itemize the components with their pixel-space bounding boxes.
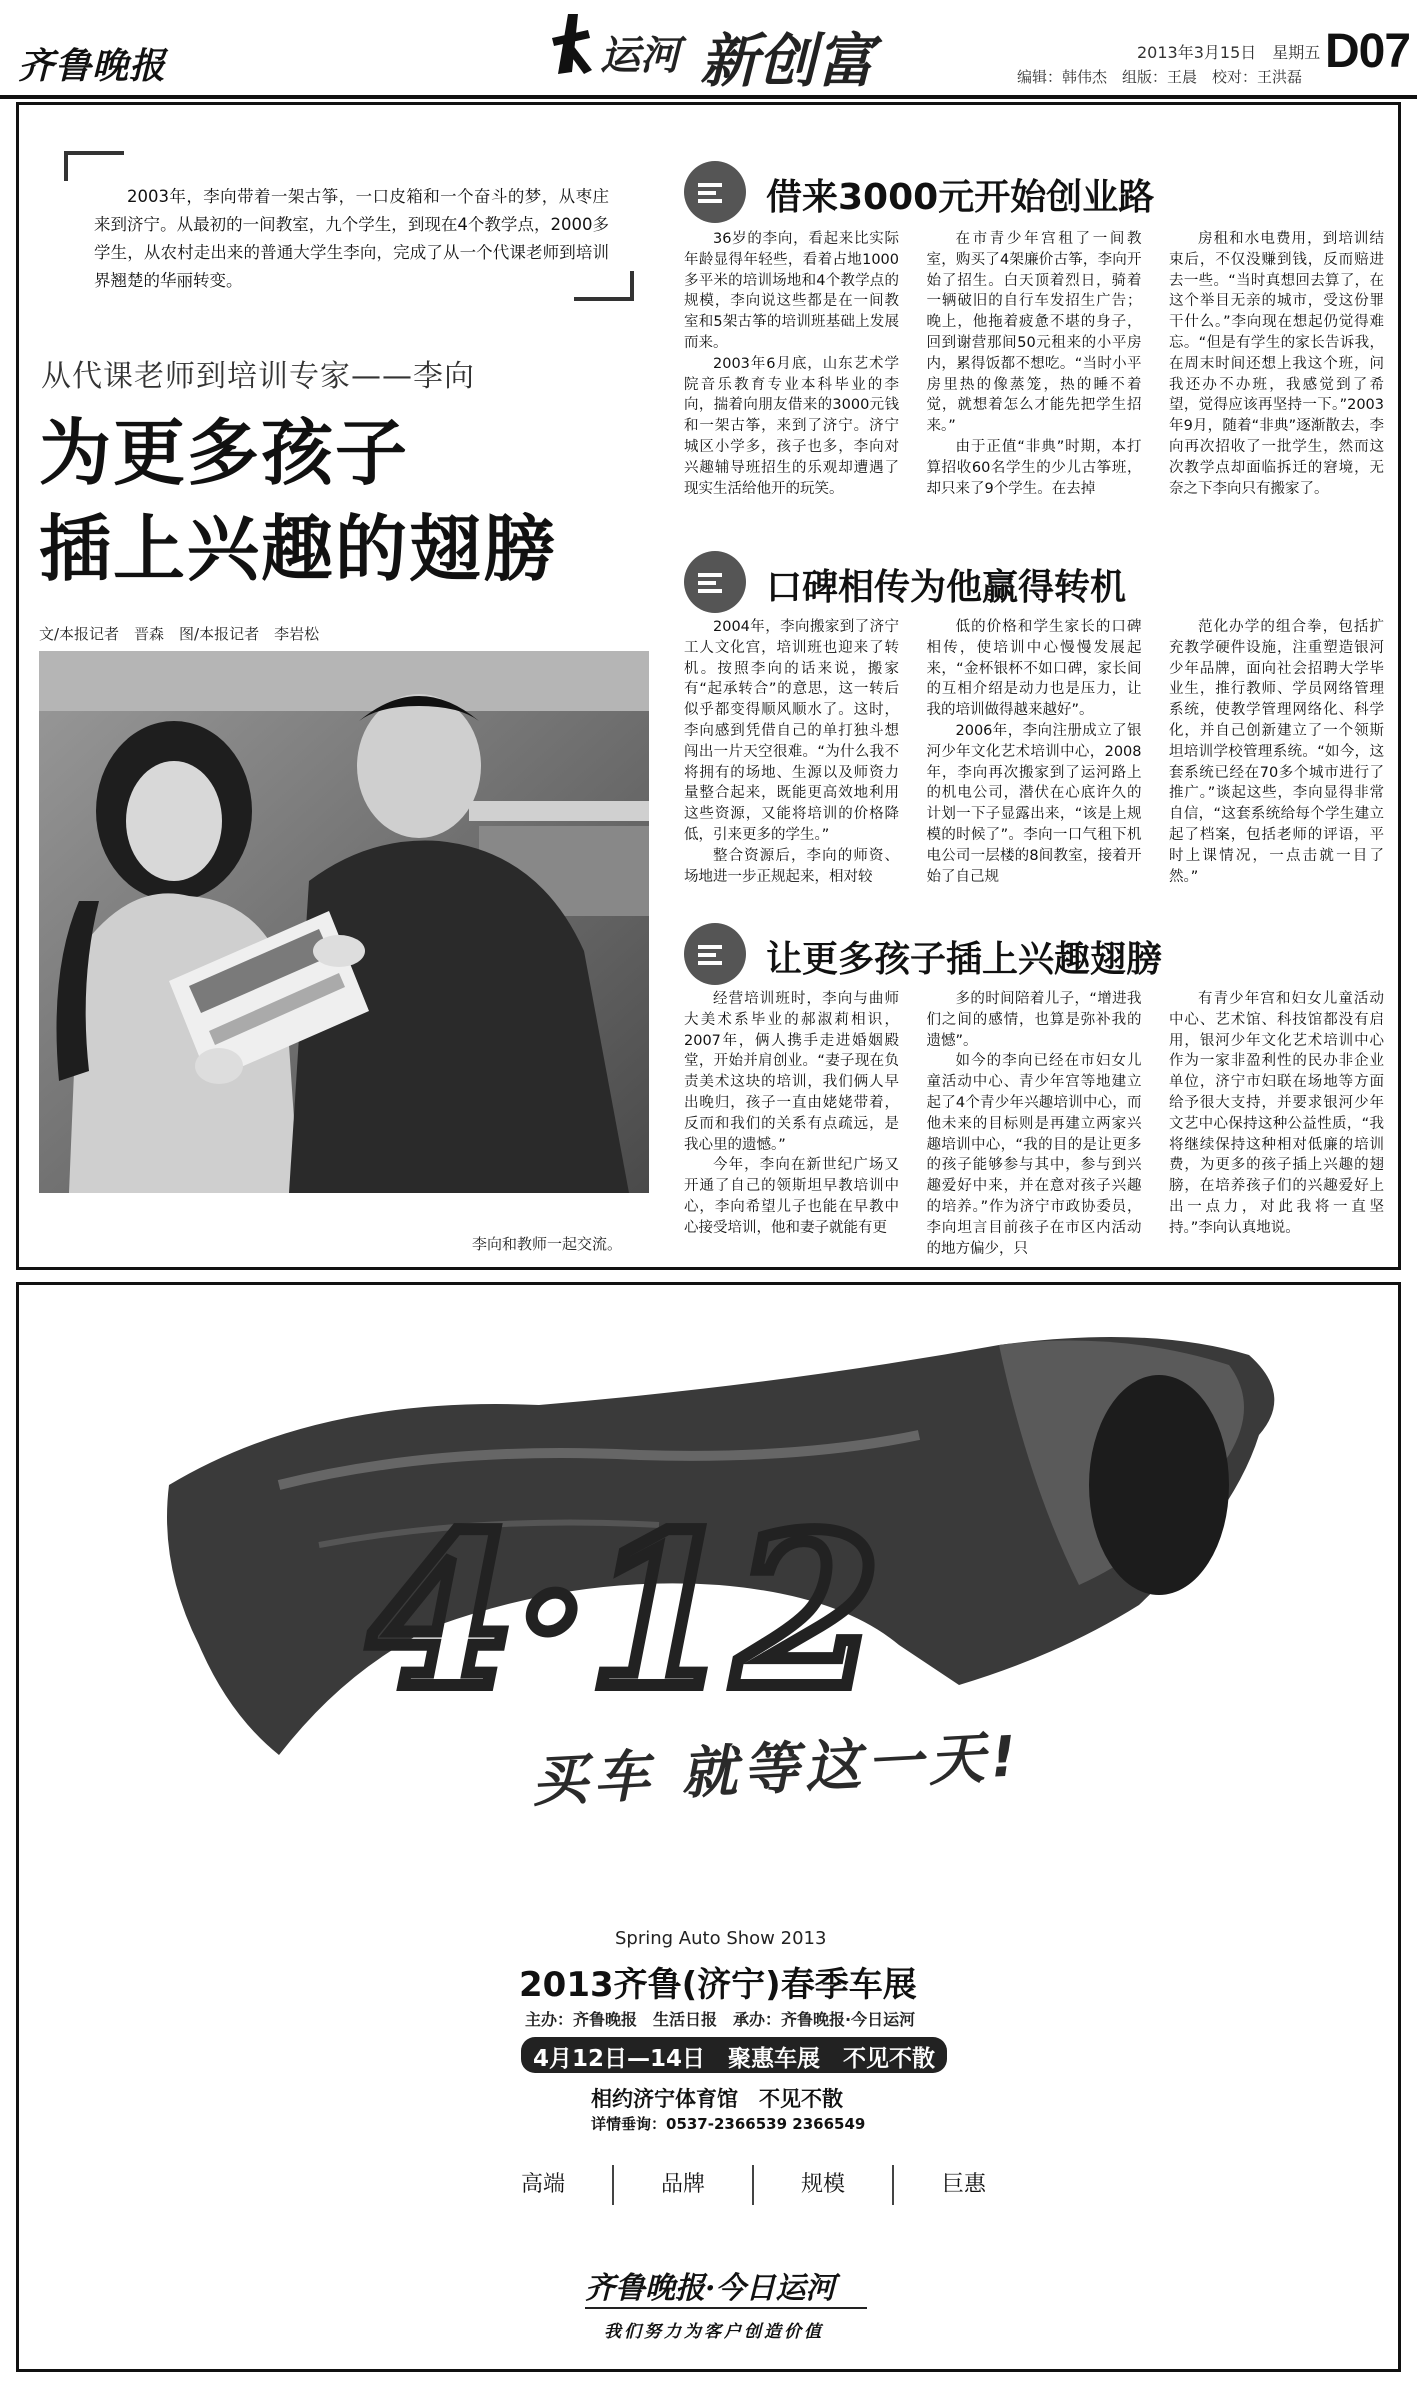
lead-corner-bottom (574, 271, 634, 301)
text-column: 经营培训班时，李向与曲师大美术系毕业的郝淑莉相识，2007年，俩人携手走进婚姻殿堂，开始并肩创业。“妻子现在负责美术这块的培训，我们俩人早出晚归，孩子一直由姥姥带着，反而和我们的关系有点疏远，是我心里的遗憾。” 今年，李向在新世纪广场又开通了自己的领斯坦早教培训中心，李向希望儿子也能在早教中心接受培训，他和妻子就能有更 (684, 991, 899, 1236)
ad-venue: 相约济宁体育馆 不见不散 (591, 2087, 843, 2111)
text-column: 多的时间陪着儿子，“增进我们之间的感情，也算是弥补我的遗憾”。 如今的李向已经在市妇女儿童活动中心、青少年宫等地建立起了4个青少年兴趣培训中心，而他未来的目标则是再建立两家兴趣培训中心，“我的目的是让更多的孩子能够参与其中，参与到兴趣爱好中来，并在意对孩子兴趣的培养。”作为济宁市政协委员，李向坦言目前孩子在市区内活动的地方偏少，只 (926, 991, 1142, 1257)
headline-line-1: 为更多孩子 (39, 411, 410, 495)
ad-organizers: 主办：齐鲁晚报 生活日报 承办：齐鲁晚报·今日运河 (525, 2010, 916, 2029)
section-bullet-icon (684, 551, 746, 613)
text-column: 36岁的李向，看起来比实际年龄显得年轻些，看着占地1000多平米的培训场地和4个教学点的规模，李向说这些都是在一间教室和5架古筝的培训班基础上发展而来。 2003年6月底，山东艺术学院音乐教育专业本科毕业的李向，揣着向朋友借来的3000元钱和一架古筝，来到了济宁。济宁城区小学多，孩子也多，李向对兴趣辅导班招生的乐观却遭遇了现实生活给他开的玩笑。 (684, 231, 899, 497)
ad-english-title: Spring Auto Show 2013 (615, 1928, 827, 1949)
brand-name-part1: 运河 (600, 33, 680, 79)
lead-box (64, 151, 634, 301)
text-column: 房租和水电费用，到培训结束后，不仅没赚到钱，反而赔进去一些。“当时真想回去算了，在这个举目无亲的城市，受这份罪干什么。”李向现在想起仍觉得难忘。“但是有学生的家长告诉我，在周末时间还想上我这个班，问我还办不办班，我感觉到了希望，觉得应该再坚持一下。”2003年9月，随着“非典”逐渐散去，李向再次招收了一批学生，然而这次教学点却面临拆迁的窘境，无奈之下李向只有搬家了。 (1169, 231, 1384, 497)
text-column: 有青少年宫和妇女儿童活动中心、艺术馆、科技馆都没有启用，银河少年文化艺术培训中心作为一家非盈利性的民办非企业单位，济宁市妇联在场地等方面给予很大支持，并要求银河少年文艺中心保持这种公益性质，“我将继续保持这种相对低廉的培训费，为更多的孩子插上兴趣的翅膀，在培养孩子们的兴趣爱好上出一点力，对此我将一直坚持。”李向认真地说。 (1169, 991, 1384, 1236)
photo-illustration (39, 651, 649, 1193)
header-rule (0, 95, 1417, 99)
section-body-2 (684, 617, 1384, 909)
ad-tag: 品牌 (614, 2165, 754, 2205)
feature-article (16, 102, 1401, 1270)
text-column: 低的价格和学生家长的口碑相传，使培训中心慢慢发展起来，“金杯银杯不如口碑，家长间的互相介绍是动力也是压力，让我的培训做得越来越好”。 2006年，李向注册成立了银河少年文化艺术培训中心，2008年，李向再次搬家到了运河路上的机电公司，潜伏在心底许久的计划一下子显露出来，“该是上规模的时候了”。李向一口气租下机电公司一层楼的8间教室，接着开始了自己规 (926, 619, 1142, 885)
ad-artwork (19, 1285, 1404, 1985)
text-column: 2004年，李向搬家到了济宁工人文化宫，培训班也迎来了转机。按照李向的话来说，搬家有“起承转合”的意思，这一转后似乎都变得顺风顺水了。这时，李向感到凭借自己的单打独斗想闯出一片天空很难。“为什么我不将拥有的场地、生源以及师资力量整合起来，既能更高效地利用这些资源，又能将培训的价格降低，引来更多的学生。” 整合资源后，李向的师资、场地进一步正规起来，相对较 (684, 619, 899, 885)
brand-name-part2: 新创富 (700, 27, 875, 95)
auto-show-advertisement (16, 1282, 1401, 2372)
section-body-3 (684, 989, 1384, 1259)
photo-caption: 李向和教师一起交流。 (472, 1235, 623, 1253)
page-number: D07 (1325, 25, 1411, 78)
section-title: 让更多孩子插上兴趣翅膀 (766, 939, 1163, 980)
ad-slogan: 买车 就等这一天! (529, 1724, 1024, 1815)
section-heading-1 (684, 155, 1384, 225)
ad-event-dates: 4月12日—14日 聚惠车展 不见不散 (521, 2037, 947, 2073)
section-bullet-icon (684, 161, 746, 223)
newspaper-logo: 齐鲁晚报 (18, 45, 167, 87)
article-byline: 文/本报记者 晋森 图/本报记者 李岩松 (39, 625, 320, 643)
lead-paragraph: 2003年，李向带着一架古筝，一口皮箱和一个奋斗的梦，从枣庄来到济宁。从最初的一间教室，九个学生，到现在4个教学点，2000多学生，从农村走出来的普通大学生李向，完成了从一个代课老师到培训界翘楚的华丽转变。 (94, 187, 609, 290)
page-header (0, 0, 1417, 102)
article-subheadline: 从代课老师到培训专家——李向 (41, 359, 475, 394)
editor-credits: 编辑：韩伟杰 组版：王晨 校对：王洪磊 (1017, 68, 1303, 86)
section-title: 借来3000元开始创业路 (766, 177, 1155, 218)
ad-tag: 规模 (754, 2165, 894, 2205)
ad-logo-rule (585, 2307, 867, 2309)
section-bullet-icon (684, 923, 746, 985)
headline-line-2: 插上兴趣的翅膀 (39, 507, 558, 591)
ad-feature-tags (474, 2165, 1034, 2205)
ad-date-big: 4·12 (369, 1488, 881, 1735)
ad-motto: 我们努力为客户创造价值 (604, 2322, 824, 2342)
text-column: 在市青少年宫租了一间教室，购买了4架廉价古筝，李向开始了招生。白天顶着烈日，骑着一辆破旧的自行车发招生广告；晚上，他拖着疲惫不堪的身子，回到谢营那间50元租来的小平房内，累得饭都不想吃。“当时小平房里热的像蒸笼，热的睡不着觉，就想着怎么才能先把学生招来。” 由于正值“非典”时期，本打算招收60名学生的少儿古筝班，却只来了9个学生。在去掉 (926, 231, 1142, 497)
article-photo (39, 651, 649, 1193)
section-title: 口碑相传为他赢得转机 (766, 567, 1127, 608)
section-heading-2 (684, 545, 1384, 615)
ad-tag: 高端 (474, 2165, 614, 2205)
issue-date: 2013年3月15日 星期五 (1137, 43, 1321, 62)
ad-tag: 巨惠 (941, 2172, 986, 2197)
text-column: 范化办学的组合拳，包括扩充教学硬件设施，注重塑造银河少年品牌，面向社会招聘大学毕业生，推行教师、学员网络管理系统，使教学管理网络化、科学化，并自己创新建立了一个领斯坦培训学校管理系统。“如今，这套系统已经在70多个城市进行了推广。”谈起这些，李向显得非常自信，“这套系统给每个学生建立起了档案，包括老师的评语，平时上课情况，一点击就一目了然。” (1169, 619, 1384, 885)
ad-phone: 详情垂询：0537-2366539 2366549 (591, 2115, 866, 2133)
article-headline (39, 405, 557, 597)
section-heading-3 (684, 917, 1384, 987)
brand-mark-icon (548, 8, 594, 78)
ad-event-name: 2013齐鲁(济宁)春季车展 (519, 1965, 917, 2005)
lead-corner-top (64, 151, 124, 181)
ad-sponsor-logo: 齐鲁晚报·今日运河 (585, 2271, 836, 2306)
section-body-1 (684, 229, 1384, 497)
